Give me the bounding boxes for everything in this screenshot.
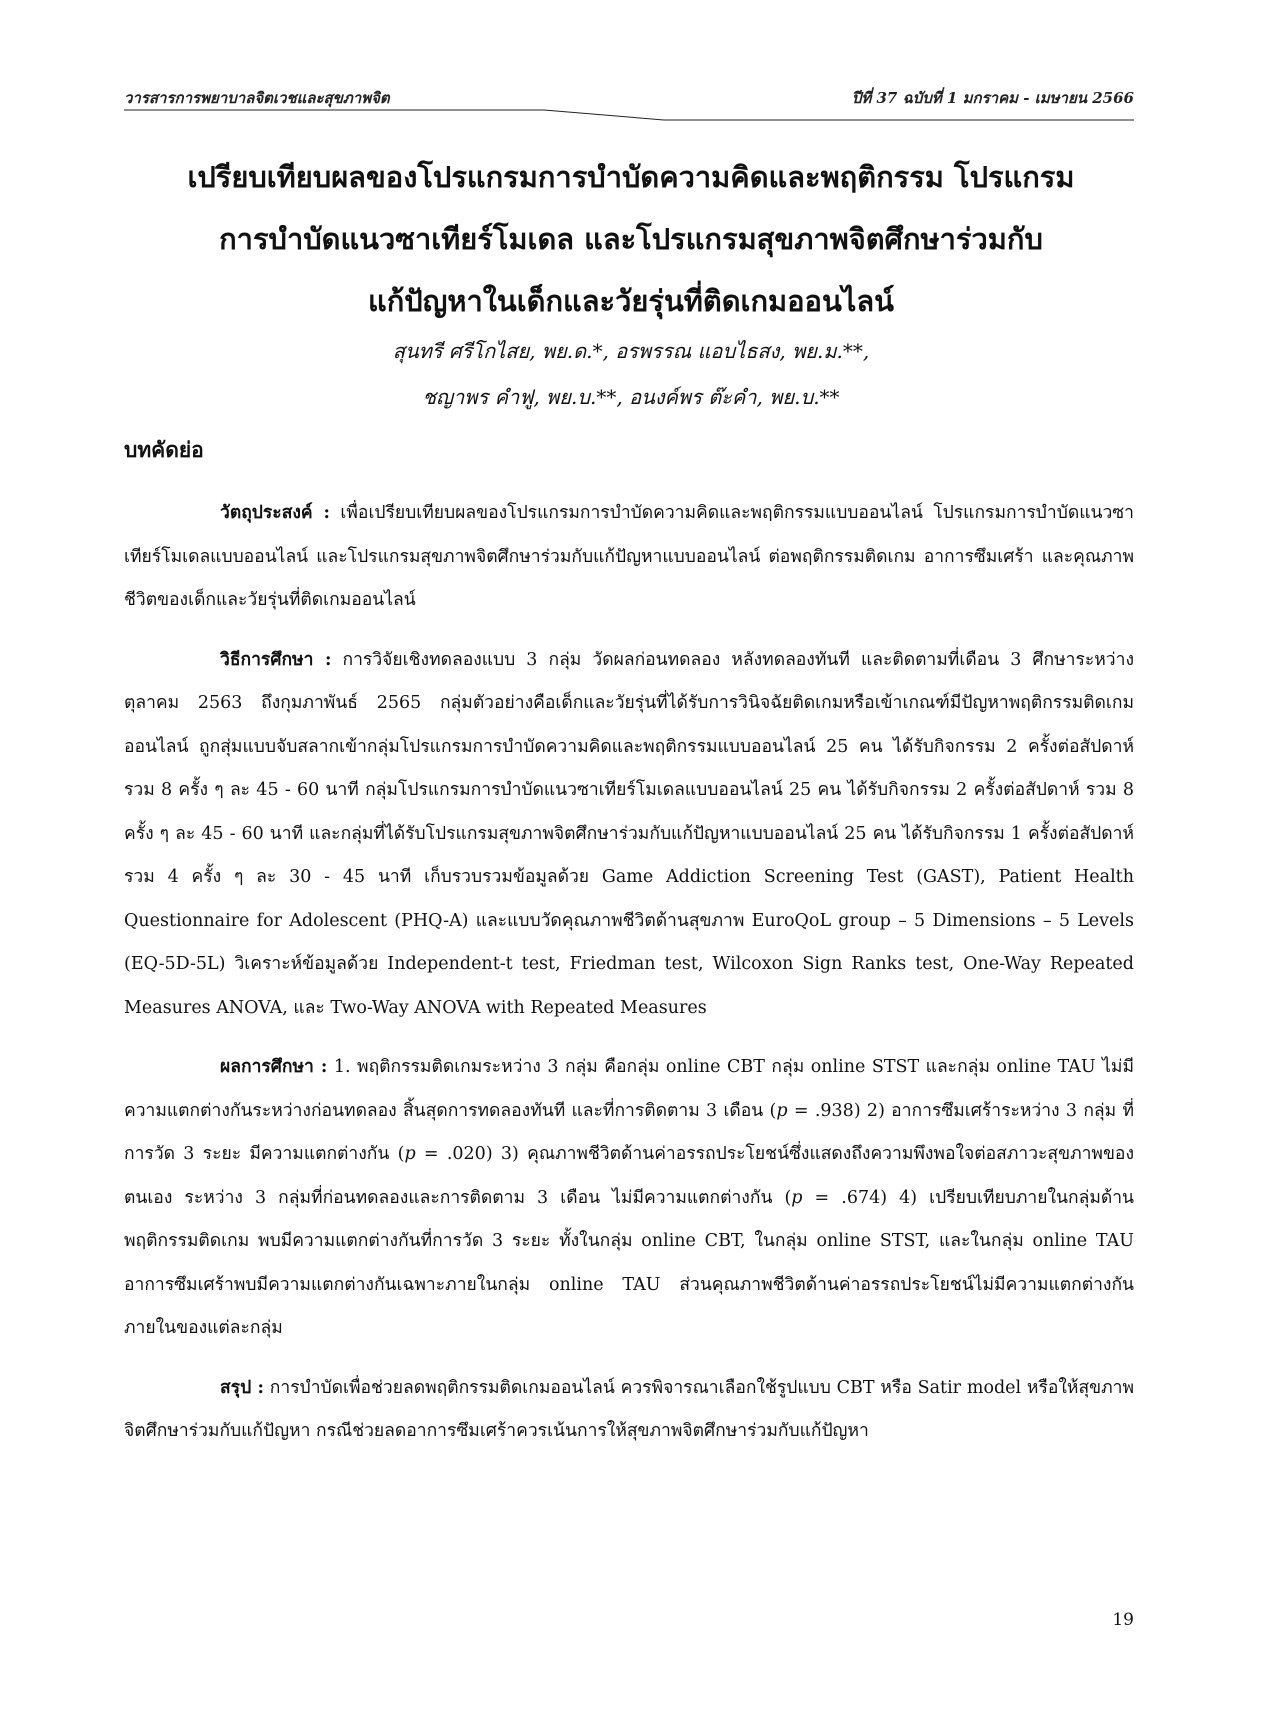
conclusion-text: การบำบัดเพื่อช่วยลดพฤติกรรมติดเกมออนไลน์ ควรพิจารณาเลือกใช้รูปแบบ CBT หรือ Satir model หรือให้สุขภาพจิตศึกษาร่วมกับแก้ปัญหา กรณีช่วยลดอาการซึมเศร้าควรเน้นการให้สุขภาพจิตศึกษาร่วมกับแก้ปัญหา (124, 1377, 1134, 1441)
results-text: 1. พฤติกรรมติดเกมระหว่าง 3 กลุ่ม คือกลุ่ม online CBT กลุ่ม online STST และกลุ่ม online TAU ไม่มีความแตกต่างกันระหว่างก่อนทดลอง สิ้นสุดการทดลองทันที และที่การติดตาม 3 เดือน ( (124, 1057, 1135, 1121)
objective-paragraph (124, 492, 1134, 623)
author-list (100, 328, 1162, 420)
p-value: .938 (814, 1100, 854, 1121)
conclusion-label: สรุป : (220, 1377, 264, 1398)
p-symbol: p (776, 1100, 788, 1121)
p-value: .020 (446, 1144, 486, 1164)
objective-label: วัตถุประสงค์ : (220, 503, 331, 523)
page-number: 19 (1112, 1610, 1134, 1630)
results-text: ) 2) อาการซึมเศร้าระหว่าง 3 กลุ่ม ที่การวัด 3 ระยะ มีความแตกต่างกัน ( (124, 1100, 1134, 1164)
conclusion-paragraph (124, 1367, 1134, 1454)
results-label: ผลการศึกษา : (220, 1057, 328, 1077)
p-symbol: p (791, 1187, 803, 1208)
abstract-body (124, 492, 1134, 1470)
title-line: การบำบัดแนวซาเทียร์โมเดล และโปรแกรมสุขภาพจิตศึกษาร่วมกับ (219, 222, 1043, 256)
journal-name: วารสารการพยาบาลจิตเวชและสุขภาพจิต (124, 89, 390, 107)
author-line: สุนทรี ศรีโกไสย, พย.ด.*, อรพรรณ แอบไธสง, พย.ม.**, (392, 339, 870, 363)
results-text: ) 3) คุณภาพชีวิตด้านค่าอรรถประโยชน์ซึ่งแสดงถึงความพึงพอใจต่อสภาวะสุขภาพของตนเอง ระหว่าง 3 กลุ่มที่ก่อนทดลองและการติดตาม 3 เดือน ไม่มีความแตกต่างกัน ( (124, 1144, 1134, 1208)
issue-info: ปีที่ 37 ฉบับที่ 1 มกราคม - เมษายน 2566 (851, 89, 1134, 107)
methods-label: วิธีการศึกษา : (220, 649, 332, 670)
objective-text: เพื่อเปรียบเทียบผลของโปรแกรมการบำบัดความคิดและพฤติกรรมแบบออนไลน์ โปรแกรมการบำบัดแนวซาเทียร์โมเดลแบบออนไลน์ และโปรแกรมสุขภาพจิตศึกษาร่วมกับแก้ปัญหาแบบออนไลน์ ต่อพฤติกรรมติดเกม อาการซึมเศร้า และคุณภาพชีวิตของเด็กและวัยรุ่นที่ติดเกมออนไลน์ (124, 503, 1134, 610)
title-line: เปรียบเทียบผลของโปรแกรมการบำบัดความคิดและพฤติกรรม โปรแกรม (187, 160, 1075, 194)
results-paragraph: ผลการศึกษา : 1. พฤติกรรมติดเกมระหว่าง 3 กลุ่ม คือกลุ่ม online CBT กลุ่ม online STST และกลุ่ม online TAU ไม่มีความแตกต่างกันระหว่างก่อนทดลอง สิ้นสุดการทดลองทันที และที่การติดตาม 3 เดือน (p = .938) 2) อาการซึมเศร้าระหว่าง 3 กลุ่ม ที่การวัด 3 ระยะ มีความแตกต่างกัน (p = .020) 3) คุณภาพชีวิตด้านค่าอรรถประโยชน์ซึ่งแสดงถึงความพึงพอใจต่อสภาวะสุขภาพของตนเอง ระหว่าง 3 กลุ่มที่ก่อนทดลองและการติดตาม 3 เดือน ไม่มีความแตกต่างกัน (p = .674) 4) เปรียบเทียบภายในกลุ่มด้านพฤติกรรมติดเกม พบมีความแตกต่างกันที่การวัด 3 ระยะ ทั้งในกลุ่ม online CBT, ในกลุ่ม online STST, และในกลุ่ม online TAU อาการซึมเศร้าพบมีความแตกต่างกันเฉพาะภายในกลุ่ม online TAU ส่วนคุณภาพชีวิตด้านค่าอรรถประโยชน์ไม่มีความแตกต่างกันภายในของแต่ละกลุ่ม (124, 1057, 1135, 1338)
abstract-heading: บทคัดย่อ (124, 437, 204, 462)
article-title (100, 146, 1162, 332)
methods-paragraph (124, 639, 1134, 1031)
author-line: ชญาพร คำฟู, พย.บ.**, อนงค์พร ต๊ะคำ, พย.บ.** (422, 385, 840, 409)
title-line: แก้ปัญหาในเด็กและวัยรุ่นที่ติดเกมออนไลน์ (368, 284, 894, 318)
p-symbol: p (404, 1144, 416, 1164)
running-head (124, 86, 1134, 126)
methods-text: การวิจัยเชิงทดลองแบบ 3 กลุ่ม วัดผลก่อนทดลอง หลังทดลองทันที และติดตามที่เดือน 3 ศึกษาระหว่างตุลาคม 2563 ถึงกุมภาพันธ์ 2565 กลุ่มตัวอย่างคือเด็กและวัยรุ่นที่ได้รับการวินิจฉัยติดเกมหรือเข้าเกณฑ์มีปัญหาพฤติกรรมติดเกมออนไลน์ ถูกสุ่มแบบจับสลากเข้ากลุ่มโปรแกรมการบำบัดความคิดและพฤติกรรมแบบออนไลน์ 25 คน ได้รับกิจกรรม 2 ครั้งต่อสัปดาห์ รวม 8 ครั้ง ๆ ละ 45 - 60 นาที กลุ่มโปรแกรมการบำบัดแนวซาเทียร์โมเดลแบบออนไลน์ 25 คน ได้รับกิจกรรม 2 ครั้งต่อสัปดาห์ รวม 8 ครั้ง ๆ ละ 45 - 60 นาที และกลุ่มที่ได้รับโปรแกรมสุขภาพจิตศึกษาร่วมกับแก้ปัญหาแบบออนไลน์ 25 คน ได้รับกิจกรรม 1 ครั้งต่อสัปดาห์ รวม 4 ครั้ง ๆ ละ 30 - 45 นาที เก็บรวบรวมข้อมูลด้วย Game Addiction Screening Test (GAST), Patient Health Questionnaire for Adolescent (PHQ-A) และแบบวัดคุณภาพชีวิตด้านสุขภาพ EuroQoL group – 5 Dimensions – 5 Levels (EQ-5D-5L) วิเคราะห์ข้อมูลด้วย Independent-t test, Friedman test, Wilcoxon Sign Ranks test, One-Way Repeated Measures ANOVA, และ Two-Way ANOVA with Repeated Measures (124, 649, 1134, 1018)
p-value: .674 (841, 1187, 881, 1208)
results-text: ) 4) เปรียบเทียบภายในกลุ่มด้านพฤติกรรมติดเกม พบมีความแตกต่างกันที่การวัด 3 ระยะ ทั้งในกลุ่ม online CBT, ในกลุ่ม online STST, และในกลุ่ม online TAU อาการซึมเศร้าพบมีความแตกต่างกันเฉพาะภายในกลุ่ม online TAU ส่วนคุณภาพชีวิตด้านค่าอรรถประโยชน์ไม่มีความแตกต่างกันภายในของแต่ละกลุ่ม (124, 1187, 1135, 1338)
